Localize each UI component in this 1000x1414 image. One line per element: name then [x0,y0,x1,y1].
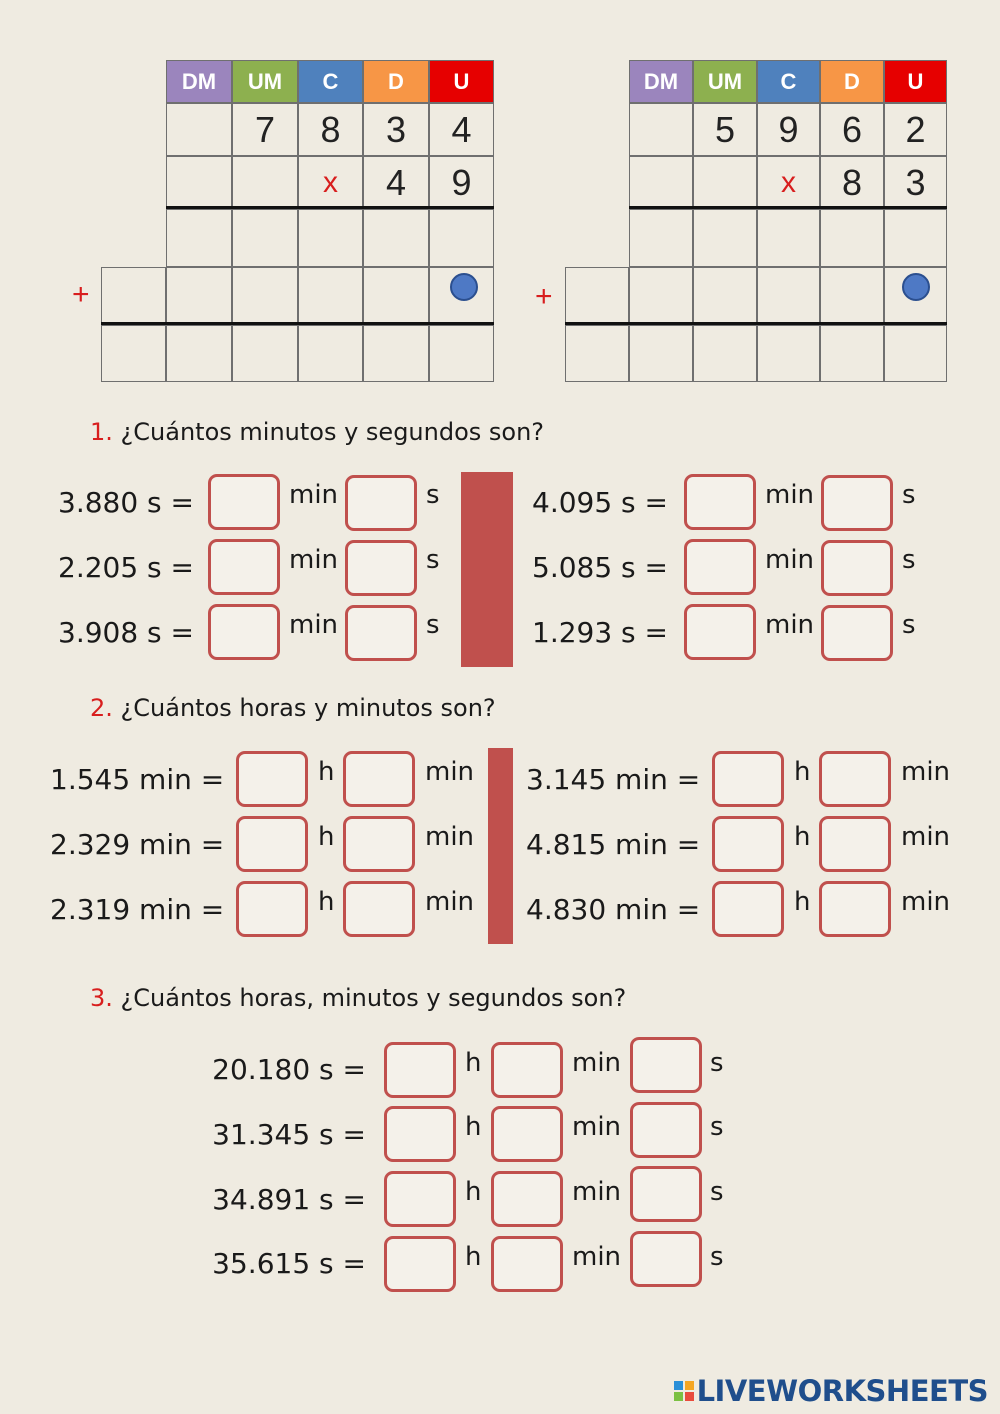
unit-label: s [426,610,440,640]
unit-label: s [426,545,440,575]
minutes-input[interactable] [819,881,891,937]
multiplicand-cell-d: 6 [820,103,884,156]
unit-label: min [765,480,815,510]
hours-input[interactable] [384,1171,456,1227]
minutes-input[interactable] [491,1171,563,1227]
header-u: U [429,60,494,103]
unit-label: h [794,822,811,852]
plus-sign: + [72,278,90,311]
conversion-label: 4.830 min = [526,893,701,926]
unit-label: s [710,1112,724,1142]
unit-label: s [426,480,440,510]
seconds-input[interactable] [630,1102,702,1158]
multiplicand-cell-d: 3 [363,103,429,156]
multiplier-cell-dm[interactable] [629,156,693,209]
partial1-cell-u[interactable] [884,209,947,267]
seconds-input[interactable] [345,475,417,531]
column-separator [488,748,513,944]
unit-label: min [572,1177,622,1207]
seconds-input[interactable] [821,540,893,596]
multiplier-cell-d: 8 [820,156,884,209]
hours-input[interactable] [712,751,784,807]
minutes-input[interactable] [343,751,415,807]
conversion-label: 3.908 s = [58,616,195,649]
conversion-label: 20.180 s = [212,1053,366,1086]
liveworksheets-logo[interactable] [674,1374,988,1408]
unit-label: s [902,545,916,575]
unit-label: min [901,887,951,917]
result-cell-dm[interactable] [166,325,232,382]
result-cell-u[interactable] [429,325,494,382]
header-c: C [298,60,363,103]
question-number: 1. [90,418,113,446]
hours-input[interactable] [712,816,784,872]
hours-input[interactable] [384,1106,456,1162]
partial1-cell-c[interactable] [298,209,363,267]
unit-label: min [425,887,475,917]
seconds-input[interactable] [630,1166,702,1222]
unit-label: s [902,480,916,510]
column-separator [461,472,513,667]
minutes-input[interactable] [684,474,756,530]
unit-label: s [710,1242,724,1272]
multiplier-cell-um[interactable] [693,156,757,209]
multiplicand-cell-c: 9 [757,103,820,156]
partial2-cell-c[interactable] [757,267,820,325]
result-cell-c[interactable] [757,325,820,382]
seconds-input[interactable] [345,605,417,661]
conversion-label: 35.615 s = [212,1247,366,1280]
header-u: U [884,60,947,103]
hours-input[interactable] [384,1236,456,1292]
header-dm: DM [166,60,232,103]
liveworksheets-logo-icon [674,1381,694,1401]
multiplicand-cell-dm[interactable] [166,103,232,156]
unit-label: min [765,610,815,640]
partial2-cell-um[interactable] [693,267,757,325]
multiplier-cell-um[interactable] [232,156,298,209]
partial2-cell-d[interactable] [363,267,429,325]
multiplier-cell-dm[interactable] [166,156,232,209]
unit-label: min [425,822,475,852]
conversion-label: 31.345 s = [212,1118,366,1151]
conversion-label: 2.205 s = [58,551,195,584]
minutes-input[interactable] [684,539,756,595]
conversion-label: 3.145 min = [526,763,701,796]
hours-input[interactable] [236,881,308,937]
header-dm: DM [629,60,693,103]
header-d: D [820,60,884,103]
partial1-cell-um[interactable] [232,209,298,267]
unit-label: s [902,610,916,640]
question-2-title [90,694,496,722]
conversion-label: 1.545 min = [50,763,225,796]
question-text: ¿Cuántos horas y minutos son? [120,694,496,722]
seconds-input[interactable] [630,1037,702,1093]
unit-label: h [318,887,335,917]
unit-label: min [572,1112,622,1142]
question-text: ¿Cuántos minutos y segundos son? [120,418,545,446]
conversion-label: 4.095 s = [532,486,669,519]
seconds-input[interactable] [821,605,893,661]
minutes-input[interactable] [491,1236,563,1292]
minutes-input[interactable] [491,1106,563,1162]
result-cell-c[interactable] [298,325,363,382]
unit-label: h [318,822,335,852]
multiplier-cell-u: 3 [884,156,947,209]
partial2-cell-cm[interactable] [565,267,629,325]
seconds-input[interactable] [630,1231,702,1287]
partial2-cell-cm[interactable] [101,267,166,325]
question-3-title [90,984,626,1012]
minutes-input[interactable] [819,816,891,872]
question-number: 3. [90,984,113,1012]
unit-label: h [465,1112,482,1142]
partial1-cell-d[interactable] [363,209,429,267]
partial2-cell-dm[interactable] [166,267,232,325]
multiplier-cell-d: 4 [363,156,429,209]
header-um: UM [693,60,757,103]
unit-label: min [901,757,951,787]
header-um: UM [232,60,298,103]
placeholder-dot [902,273,930,301]
header-d: D [363,60,429,103]
hours-input[interactable] [236,816,308,872]
partial1-cell-dm[interactable] [166,209,232,267]
partial2-cell-c[interactable] [298,267,363,325]
unit-label: min [572,1048,622,1078]
unit-label: h [465,1177,482,1207]
minutes-input[interactable] [491,1042,563,1098]
partial2-cell-um[interactable] [232,267,298,325]
unit-label: min [289,545,339,575]
plus-sign: + [535,280,553,313]
partial2-cell-d[interactable] [820,267,884,325]
question-text: ¿Cuántos horas, minutos y segundos son? [120,984,627,1012]
hours-input[interactable] [384,1042,456,1098]
unit-label: min [901,822,951,852]
result-cell-um[interactable] [693,325,757,382]
times-sign: x [298,156,363,209]
times-sign: x [757,156,820,209]
minutes-input[interactable] [343,881,415,937]
minutes-input[interactable] [819,751,891,807]
partial2-cell-dm[interactable] [629,267,693,325]
unit-label: min [289,480,339,510]
unit-label: min [572,1242,622,1272]
conversion-label: 3.880 s = [58,486,195,519]
result-cell-um[interactable] [232,325,298,382]
hours-input[interactable] [236,751,308,807]
minutes-input[interactable] [208,474,280,530]
multiplicand-cell-dm[interactable] [629,103,693,156]
multiplicand-cell-um: 5 [693,103,757,156]
multiplier-cell-u: 9 [429,156,494,209]
question-number: 2. [90,694,113,722]
result-cell-cm[interactable] [565,325,629,382]
partial1-cell-um[interactable] [693,209,757,267]
partial1-cell-dm[interactable] [629,209,693,267]
unit-label: s [710,1177,724,1207]
result-cell-cm[interactable] [101,325,166,382]
unit-label: min [425,757,475,787]
multiplicand-cell-u: 4 [429,103,494,156]
brand-name: LIVEWORKSHEETS [696,1374,988,1408]
unit-label: h [318,757,335,787]
unit-label: h [794,887,811,917]
multiplicand-cell-um: 7 [232,103,298,156]
hours-input[interactable] [712,881,784,937]
conversion-label: 2.319 min = [50,893,225,926]
conversion-label: 5.085 s = [532,551,669,584]
result-cell-d[interactable] [820,325,884,382]
unit-label: s [710,1048,724,1078]
header-c: C [757,60,820,103]
unit-label: min [289,610,339,640]
conversion-label: 1.293 s = [532,616,669,649]
unit-label: h [794,757,811,787]
seconds-input[interactable] [821,475,893,531]
unit-label: h [465,1048,482,1078]
result-cell-dm[interactable] [629,325,693,382]
partial1-cell-c[interactable] [757,209,820,267]
result-cell-d[interactable] [363,325,429,382]
multiplicand-cell-u: 2 [884,103,947,156]
result-cell-u[interactable] [884,325,947,382]
conversion-label: 34.891 s = [212,1183,366,1216]
unit-label: min [765,545,815,575]
seconds-input[interactable] [345,540,417,596]
conversion-label: 2.329 min = [50,828,225,861]
unit-label: h [465,1242,482,1272]
partial1-cell-d[interactable] [820,209,884,267]
question-1-title [90,418,544,446]
minutes-input[interactable] [208,604,280,660]
conversion-label: 4.815 min = [526,828,701,861]
placeholder-dot [450,273,478,301]
multiplicand-cell-c: 8 [298,103,363,156]
partial1-cell-u[interactable] [429,209,494,267]
minutes-input[interactable] [684,604,756,660]
minutes-input[interactable] [208,539,280,595]
minutes-input[interactable] [343,816,415,872]
